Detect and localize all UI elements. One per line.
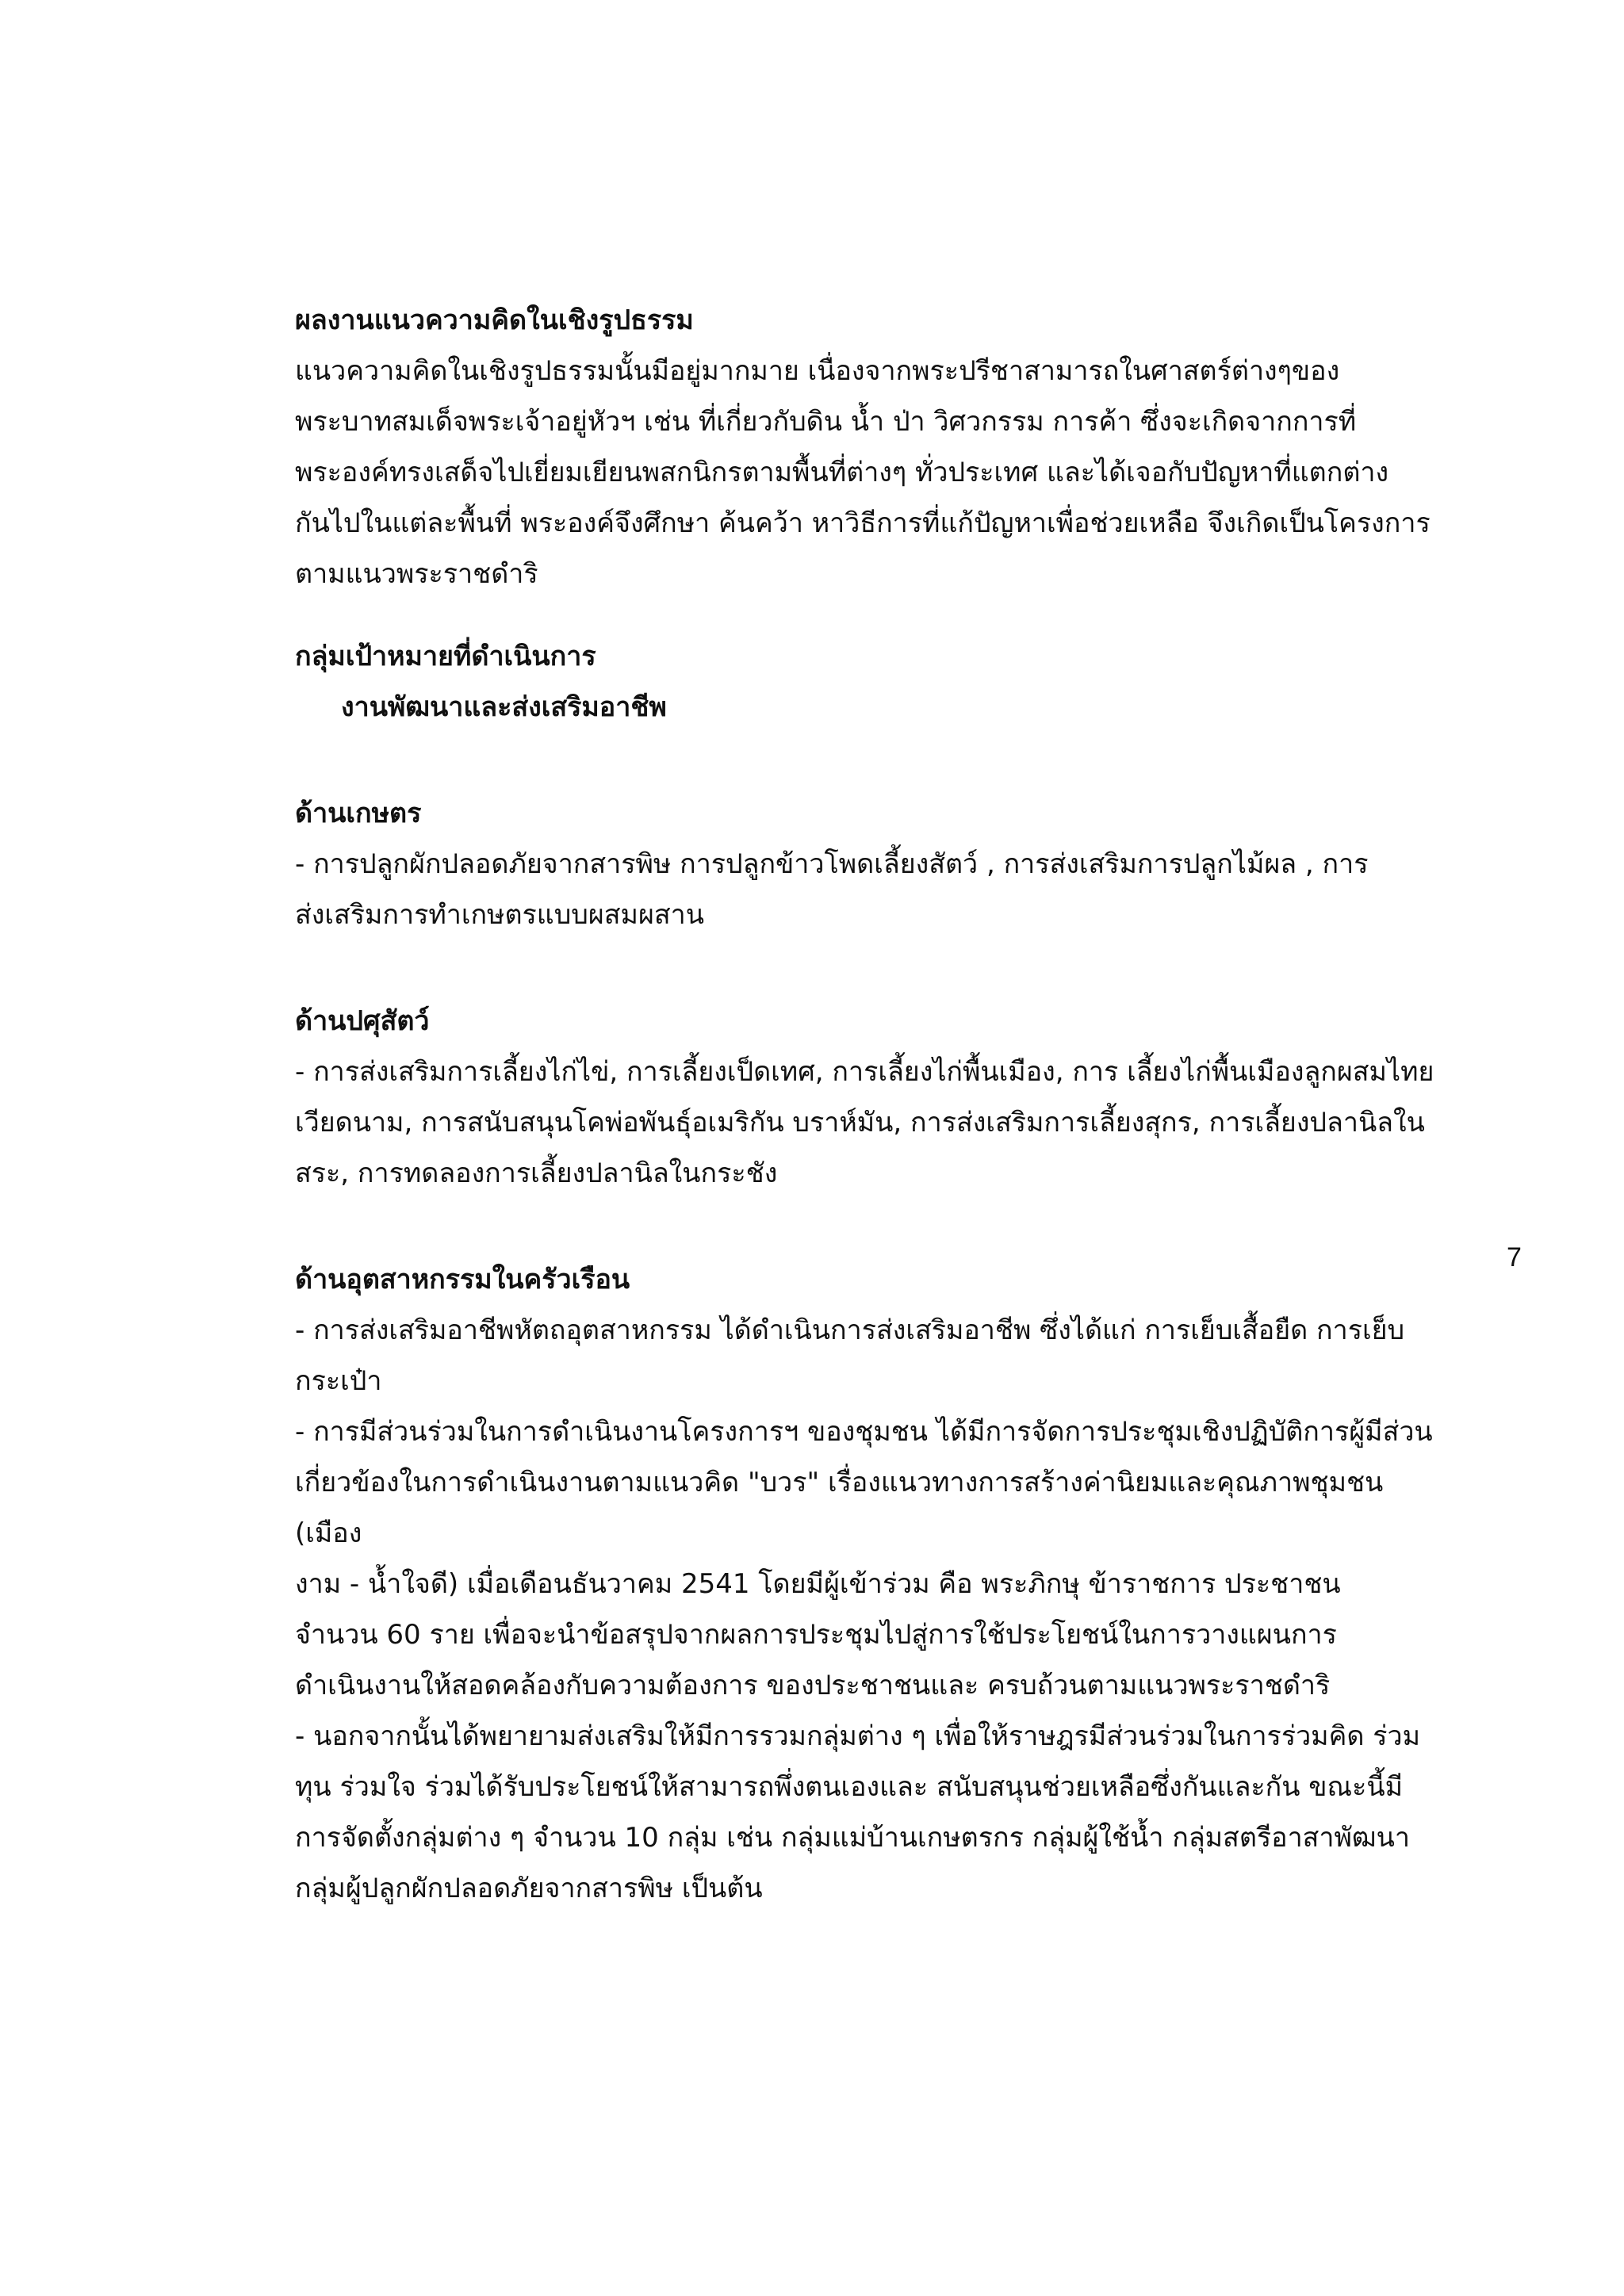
body-line: - การปลูกผักปลอดภัยจากสารพิษ การปลูกข้าวโพดเลี้ยงสัตว์ , การส่งเสริมการปลูกไม้ผล , การ: [295, 848, 1369, 880]
body-line: เวียดนาม, การสนับสนุนโคพ่อพันธุ์อเมริกัน บราห์มัน, การส่งเสริมการเลี้ยงสุกร, การเลี้ยงปลานิลใน: [295, 1107, 1425, 1138]
section-concept: [295, 295, 1437, 599]
body-line: - นอกจากนั้นได้พยายามส่งเสริมให้มีการรวมกลุ่มต่าง ๆ เพื่อให้ราษฎรมีส่วนร่วมในการร่วมคิด ร่วม: [295, 1720, 1420, 1752]
body-line: - การส่งเสริมอาชีพหัตถอุตสาหกรรม ได้ดำเนินการส่งเสริมอาชีพ ซึ่งได้แก่ การเย็บเสื้อยืด การเย็บ: [295, 1314, 1405, 1346]
section-household-industry: [295, 1254, 1437, 1914]
body-line: การจัดตั้งกลุ่มต่าง ๆ จำนวน 10 กลุ่ม เช่น กลุ่มแม่บ้านเกษตรกร กลุ่มผู้ใช้น้ำ กลุ่มสตรีอาสาพัฒนา: [295, 1822, 1410, 1854]
body-line: ดำเนินงานให้สอดคล้องกับความต้องการ ของประชาชนและ ครบถ้วนตามแนวพระราชดำริ: [295, 1670, 1331, 1701]
body-line: พระบาทสมเด็จพระเจ้าอยู่หัวฯ เช่น ที่เกี่ยวกับดิน น้ำ ป่า วิศวกรรม การค้า ซึ่งจะเกิดจากการที่: [295, 406, 1357, 438]
body-line: พระองค์ทรงเสด็จไปเยี่ยมเยียนพสกนิกรตามพื้นที่ต่างๆ ทั่วประเทศ และได้เจอกับปัญหาที่แตกต่าง: [295, 457, 1389, 488]
page-content: [295, 295, 1437, 1914]
body-line: ตามแนวพระราชดำริ: [295, 558, 538, 590]
body-line: จำนวน 60 ราย เพื่อจะนำข้อสรุปจากผลการประชุมไปสู่การใช้ประโยชน์ในการวางแผนการ: [295, 1619, 1337, 1651]
body-line: สระ, การทดลองการเลี้ยงปลานิลในกระชัง: [295, 1158, 778, 1189]
body-line: กลุ่มผู้ปลูกผักปลอดภัยจากสารพิษ เป็นต้น: [295, 1873, 763, 1904]
spacer: [295, 940, 1437, 996]
section-agriculture: [295, 788, 1437, 940]
body-line: กันไปในแต่ละพื้นที่ พระองค์จึงศึกษา ค้นคว้า หาวิธีการที่แก้ปัญหาเพื่อช่วยเหลือ จึงเกิดเป็นโครงการ: [295, 507, 1431, 539]
spacer: [295, 599, 1437, 631]
body-line: กระเป๋า: [295, 1365, 382, 1397]
body-line: - การส่งเสริมการเลี้ยงไก่ไข่, การเลี้ยงเป็ดเทศ, การเลี้ยงไก่พื้นเมือง, การ เลี้ยงไก่พื้นเมืองลูกผสมไทย: [295, 1056, 1434, 1088]
body-line: - การมีส่วนร่วมในการดำเนินงานโครงการฯ ของชุมชน ได้มีการจัดการประชุมเชิงปฏิบัติการผู้มีส่วน: [295, 1416, 1433, 1448]
body-line: เกี่ยวข้องในการดำเนินงานตามแนวคิด "บวร" เรื่องแนวทางการสร้างค่านิยมและคุณภาพชุมชน (เมือง: [295, 1467, 1384, 1549]
section-heading: ด้านเกษตร: [295, 798, 422, 829]
section-heading: ด้านปศุสัตว์: [295, 1005, 430, 1037]
page-number: 7: [1507, 1242, 1522, 1272]
body-line: งาม - น้ำใจดี) เมื่อเดือนธันวาคม 2541 โดยมีผู้เข้าร่วม คือ พระภิกษุ ข้าราชการ ประชาชน: [295, 1568, 1341, 1600]
section-heading: กลุ่มเป้าหมายที่ดำเนินการ: [295, 641, 596, 672]
body-line: ทุน ร่วมใจ ร่วมได้รับประโยชน์ให้สามารถพึ่งตนเองและ สนับสนุนช่วยเหลือซึ่งกันและกัน ขณะนี้มี: [295, 1771, 1404, 1803]
section-subheading: งานพัฒนาและส่งเสริมอาชีพ: [341, 691, 667, 723]
spacer: [295, 1199, 1437, 1254]
section-heading: ผลงานแนวความคิดในเชิงรูปธรรม: [295, 304, 694, 336]
section-livestock: [295, 996, 1437, 1199]
body-line: แนวความคิดในเชิงรูปธรรมนั้นมีอยู่มากมาย เนื่องจากพระปรีชาสามารถในศาสตร์ต่างๆของ: [295, 355, 1340, 387]
section-heading: ด้านอุตสาหกรรมในครัวเรือน: [295, 1264, 630, 1295]
section-target: [295, 631, 1437, 733]
spacer: [295, 733, 1437, 788]
body-line: ส่งเสริมการทำเกษตรแบบผสมผสาน: [295, 899, 704, 931]
